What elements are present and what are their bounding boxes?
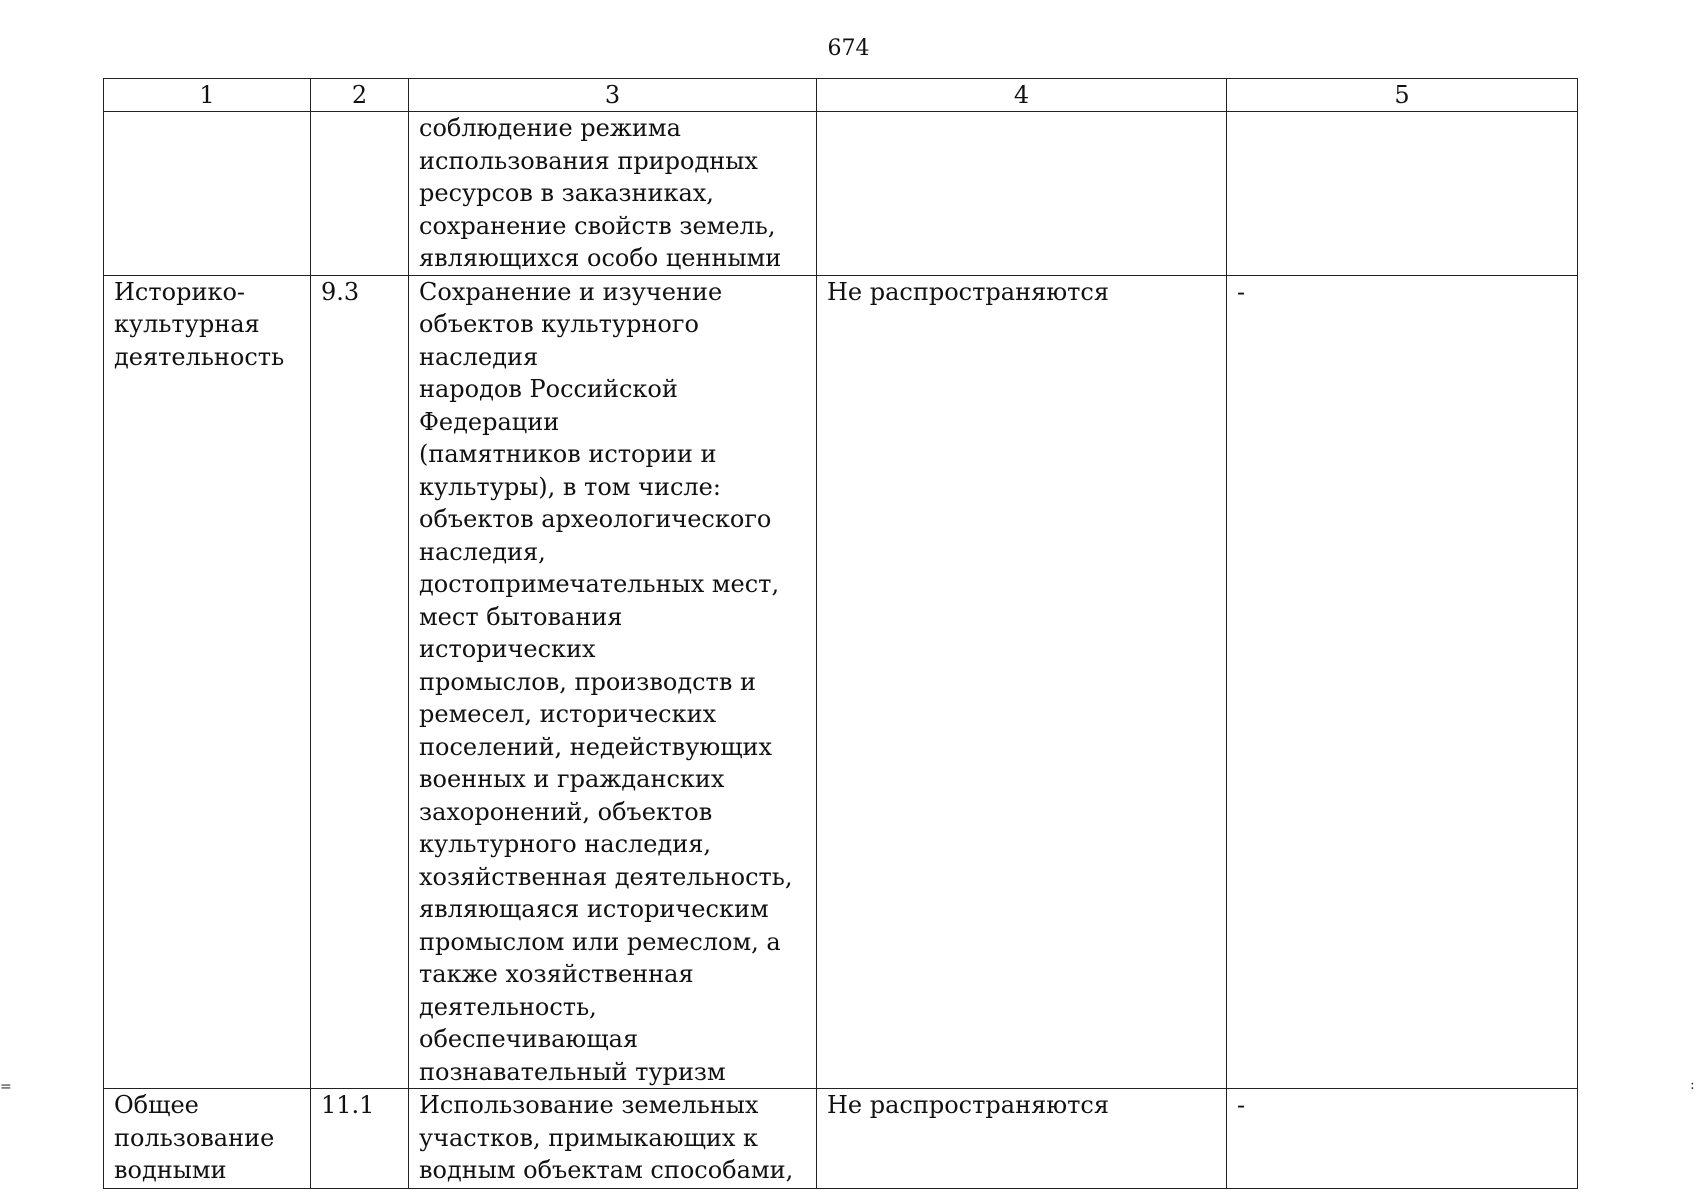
header-col-4: 4 — [817, 79, 1227, 112]
cell-text: Не распространяются — [827, 277, 1109, 306]
cell-note — [1227, 1089, 1578, 1189]
header-col-2: 2 — [311, 79, 409, 112]
cell-regulation — [817, 275, 1227, 1089]
cell-text: Не распространяются — [827, 1091, 1109, 1119]
cell-description — [409, 112, 817, 276]
cell-code — [311, 1089, 409, 1189]
header-col-1: 1 — [104, 79, 311, 112]
cell-activity-type — [104, 1089, 311, 1189]
regulation-table — [103, 78, 1578, 1189]
cell-text: Общее пользование водными — [114, 1091, 275, 1184]
cell-text: Сохранение и изучение объектов культурного наследия народов Российской Федерации (памятников истории и культуры), в том числе: объектов археологического наследия, достопримечательных мест, мест бытования исторических промыслов, производств и ремесел, исторических поселений, недействующих военных и гражданских захоронений, объектов культурного наследия, хозяйственная деятельность, являющаяся историческим промыслом или ремеслом, а также хозяйственная деятельность, обеспечивающая познавательный туризм — [419, 277, 793, 1086]
cell-code — [311, 112, 409, 276]
scan-edge-mark-right: : — [1690, 1077, 1695, 1093]
cell-regulation — [817, 1089, 1227, 1189]
table-row — [104, 275, 1578, 1089]
cell-description — [409, 1089, 817, 1189]
header-col-3: 3 — [409, 79, 817, 112]
cell-description — [409, 275, 817, 1089]
cell-text: соблюдение режима использования природных ресурсов в заказниках, сохранение свойств земель, являющихся особо ценными — [419, 114, 782, 272]
cell-text: - — [1237, 277, 1246, 306]
cell-note — [1227, 275, 1578, 1089]
table-header-row — [104, 79, 1578, 112]
page-number: 674 — [827, 36, 870, 61]
cell-regulation — [817, 112, 1227, 276]
cell-text: - — [1237, 1091, 1246, 1119]
cell-activity-type — [104, 112, 311, 276]
header-col-5: 5 — [1227, 79, 1578, 112]
cell-text: 11.1 — [321, 1091, 375, 1119]
cell-note — [1227, 112, 1578, 276]
table-row — [104, 1089, 1578, 1189]
cell-text: Использование земельных участков, примыкающих к водным объектам способами, — [419, 1091, 794, 1184]
cell-code — [311, 275, 409, 1089]
scan-edge-mark-left: = — [0, 1079, 12, 1095]
cell-text: Историко- культурная деятельность — [114, 277, 285, 371]
table-row — [104, 112, 1578, 276]
cell-text: 9.3 — [321, 277, 360, 306]
cell-activity-type — [104, 275, 311, 1089]
